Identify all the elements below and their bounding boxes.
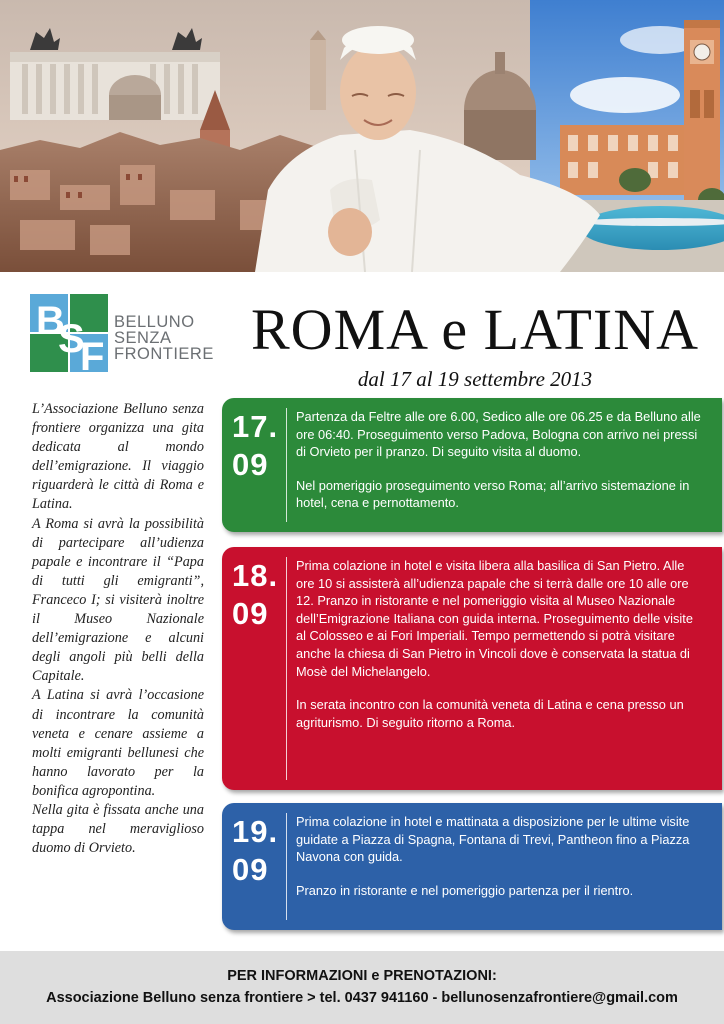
hero-photo-collage [0, 0, 724, 272]
logo-line-3: FRONTIERE [114, 345, 214, 363]
day-number: 19. [232, 814, 279, 849]
logo-wordmark [114, 314, 214, 362]
day-number: 18. [232, 558, 279, 593]
day-itinerary [296, 408, 704, 528]
day-date [232, 408, 298, 484]
day-divider [286, 408, 287, 522]
intro-paragraph: L’Associazione Belluno senza frontiere organizza una gita dedicata al mondo dell’emigrazione. Il viaggio riguarderà le città di Roma e Latina. [32, 401, 204, 513]
intro-paragraph: Nella gita è fissata anche una tappa nel meraviglioso duomo di Orvieto. [32, 801, 204, 857]
page-subtitle: dal 17 al 19 settembre 2013 [357, 367, 593, 391]
itinerary-paragraph: Pranzo in ristorante e nel pomeriggio partenza per il rientro. [296, 882, 634, 898]
day-divider [286, 813, 287, 920]
logo-line-2: SENZA [114, 329, 172, 347]
day-number: 17. [232, 409, 279, 444]
itinerary-paragraph: Partenza da Feltre alle ore 6.00, Sedico alle ore 06.25 e da Belluno alle ore 06:40. Proseguimento verso Padova, Bologna con arrivo nei pressi di Orvieto per il pranzo. Di seguito visita al duomo. [296, 409, 701, 460]
logo-line-1: BELLUNO [114, 313, 195, 331]
day-panel-17-09 [222, 398, 722, 532]
page-title: ROMA e LATINA [251, 297, 699, 362]
logo-letter-f: F [80, 335, 105, 372]
itinerary-paragraph: Nel pomeriggio proseguimento verso Roma; all’arrivo sistemazione in hotel, cena e pernottamento. [296, 477, 690, 511]
day-date [232, 813, 298, 889]
bsf-logo [30, 294, 240, 374]
bsf-logo-mark [30, 294, 108, 372]
itinerary-paragraph: In serata incontro con la comunità veneta di Latina e cena presso un agriturismo. Di seguito ritorno a Roma. [296, 697, 684, 730]
itinerary-paragraph: Prima colazione in hotel e mattinata a disposizione per le ultime visite guidate a Piazza di Spagna, Fontana di Trevi, Pantheon fino a Piazza Navona con guida. [296, 814, 690, 865]
footer-heading: PER INFORMAZIONI e PRENOTAZIONI: [227, 968, 497, 984]
logo-letter-s: S [58, 317, 85, 361]
day-panel-18-09 [222, 547, 722, 790]
day-month: 09 [232, 447, 269, 482]
day-divider [286, 557, 287, 780]
intro-paragraph: A Roma si avrà la possibilità di partecipare all’udienza papale e incontrare il “Papa di tutti gli emigranti”, Franceco I; si visiterà inoltre il Museo Nazionale dell’emigrazione e alcuni degli angoli più belli della Capitale. [32, 515, 204, 685]
intro-text [32, 400, 204, 858]
intro-paragraph: A Latina si avrà l’occasione di incontrare la comunità veneta e cenare assieme a molti emigranti bellunesi che hanno lavorato per la bonifica agropontina. [32, 687, 204, 799]
day-panel-19-09 [222, 803, 722, 930]
contact-footer [0, 951, 724, 1024]
day-month: 09 [232, 596, 269, 631]
day-itinerary [296, 813, 704, 915]
itinerary-paragraph: Prima colazione in hotel e visita libera alla basilica di San Pietro. Alle ore 10 si assisterà all’udienza papale che si terrà dalle ore 10 alle ore 12. Pranzo in ristorante e nel pomeriggio visita al Museo Nazionale dell’Emigrazione Italiana con guida interna. Proseguimento delle visite al Colosseo e ai Fori Imperiali. Tempo permettendo si potrà visitare anche la chiesa di San Pietro in Vincoli dove è conservata la statua di Mosè del Michelangelo. [296, 558, 693, 679]
footer-contact: Associazione Belluno senza frontiere > tel. 0437 941160 - bellunosenzafrontiere@gmail.com [46, 990, 678, 1006]
day-month: 09 [232, 852, 269, 887]
logo-letter-b: B [36, 299, 65, 343]
hero-illustration [0, 0, 724, 272]
day-date [232, 557, 298, 633]
day-itinerary [296, 557, 704, 747]
